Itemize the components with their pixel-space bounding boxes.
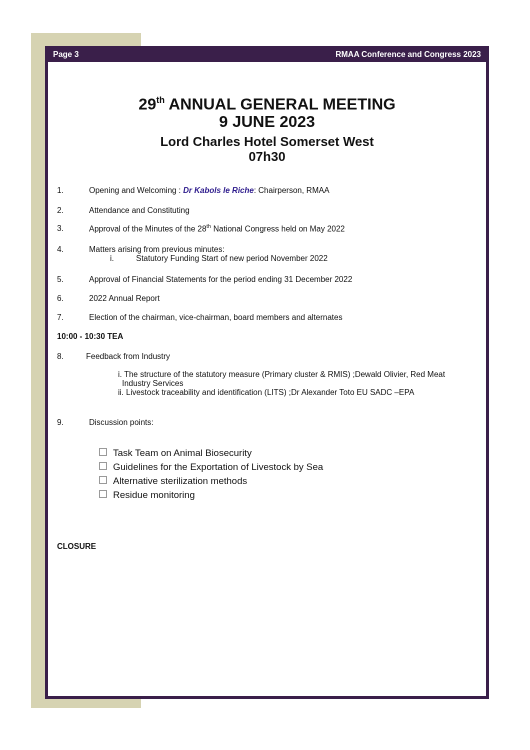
item-number: 3. <box>57 224 64 233</box>
checkbox-icon <box>99 462 107 470</box>
item-number: 6. <box>57 294 64 303</box>
meeting-title: 29th ANNUAL GENERAL MEETING <box>138 95 396 114</box>
agenda-item-opening: Opening and Welcoming : Dr Kabols le Riche: Chairperson, RMAA <box>89 186 330 195</box>
closure: CLOSURE <box>57 542 97 551</box>
item-number: 8. <box>57 352 64 361</box>
agenda-item-minutes: Approval of the Minutes of the 28th National Congress held on May 2022 <box>89 224 345 234</box>
meeting-date: 9 JUNE 2023 <box>218 114 316 131</box>
item-number: 5. <box>57 275 64 284</box>
item-number: 2. <box>57 206 64 215</box>
discussion-point: Guidelines for the Exportation of Livestock by Sea <box>99 462 323 473</box>
meeting-time: 07h30 <box>248 149 286 164</box>
feedback-traceability: ii. Livestock traceability and identification (LITS) ;Dr Alexander Toto EU SADC –EPA <box>118 388 415 397</box>
discussion-point: Alternative sterilization methods <box>99 476 247 487</box>
item-number: 4. <box>57 245 64 254</box>
page-number: Page 3 <box>53 49 79 59</box>
tea-break: 10:00 - 10:30 TEA <box>57 332 124 341</box>
agenda-item-feedback: Feedback from Industry <box>86 352 171 361</box>
checkbox-icon <box>99 476 107 484</box>
sub-item-statutory-funding: Statutory Funding Start of new period November 2022 <box>136 254 328 263</box>
agenda-item-election: Election of the chairman, vice-chairman, board members and alternates <box>89 313 343 322</box>
page-frame <box>45 46 489 699</box>
checkbox-icon <box>99 490 107 498</box>
checkbox-icon <box>99 448 107 456</box>
discussion-point: Residue monitoring <box>99 490 195 501</box>
feedback-structure-cont: Industry Services <box>122 379 184 388</box>
agenda-item-matters-arising: Matters arising from previous minutes: <box>89 245 225 254</box>
event-name: RMAA Conference and Congress 2023 <box>335 49 481 59</box>
agenda-item-discussion: Discussion points: <box>89 418 154 427</box>
agenda-item-attendance: Attendance and Constituting <box>89 206 190 215</box>
discussion-point: Task Team on Animal Biosecurity <box>99 448 252 459</box>
agenda-item-annual-report: 2022 Annual Report <box>89 294 160 303</box>
agenda-item-financial-statements: Approval of Financial Statements for the period ending 31 December 2022 <box>89 275 353 284</box>
chairperson-name: Dr Kabols le Riche <box>183 186 254 195</box>
meeting-venue: Lord Charles Hotel Somerset West <box>160 134 374 149</box>
sub-item-number: i. <box>110 254 114 263</box>
item-number: 7. <box>57 313 64 322</box>
item-number: 9. <box>57 418 64 427</box>
page-header <box>48 46 486 62</box>
item-number: 1. <box>57 186 64 195</box>
feedback-structure: i. The structure of the statutory measure (Primary cluster & RMIS) ;Dewald Olivier, Red Meat <box>118 370 446 379</box>
